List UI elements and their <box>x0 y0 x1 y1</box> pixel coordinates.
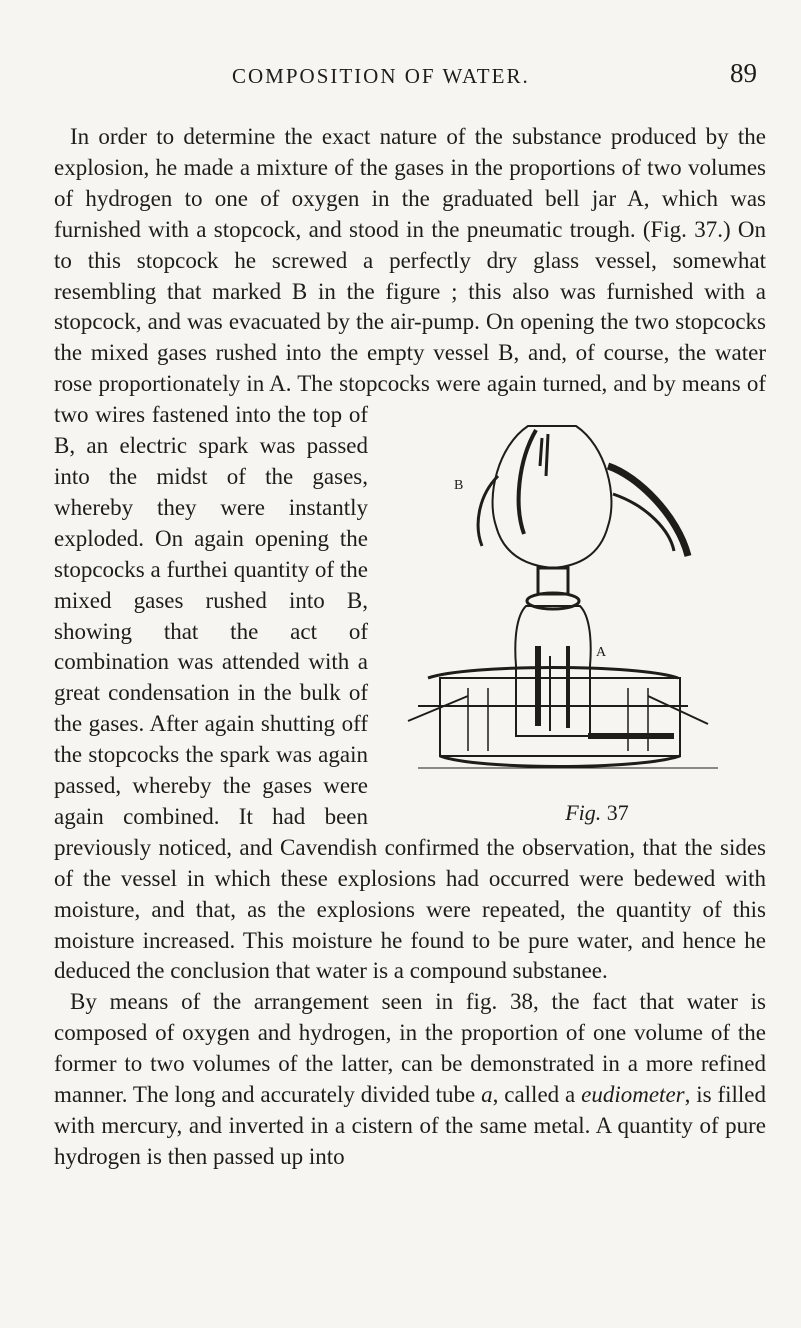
figure-caption-number: 37 <box>606 800 629 826</box>
paragraph-2-mid: , called a <box>492 1082 582 1108</box>
figure-37 <box>378 406 766 831</box>
running-title: COMPOSITION OF WATER. <box>232 64 530 88</box>
paragraph-2-text: By means of the arrangement seen in fig. 38, the fact that water is composed of oxygen and hydrogen, in the proportion of one volume of the former to two volumes of the latter, can be demonstrated in a more refined manner. The long and accurately divided tube <box>54 989 766 1108</box>
figure-caption-prefix: Fig. <box>565 800 602 826</box>
paragraph-2 <box>54 987 766 1172</box>
page-number: 89 <box>730 58 757 88</box>
running-header <box>0 58 801 98</box>
body-text <box>54 122 766 1173</box>
bell-jar-a <box>515 606 590 736</box>
paragraph-2-end: , is filled with mercury, and inverted in a cistern of the same metal. A quantity of pure hydrogen is then passed up into <box>54 1082 766 1169</box>
italic-tube-label: a <box>481 1082 493 1108</box>
eudiometer-term: eudiometer <box>581 1082 685 1108</box>
paragraph-1-part-2: two wires fastened into the top of B, an electric spark was passed into the midst of the gases, whereby they were instantly exploded. On again opening the stopcocks a furthei quantity of the mixed gases rushed into B, showing that the act of combination was attended with a great condensation in the bulk of the gases. After again shutting off the stopcocks the spark was again passed, whereby the gases were again combined. It had been previously noticed, and Cavendish confirmed the observation, that the sides of the vessel in which these explosions had occurred were bedewed with moisture, and that, as the explosions were repeated, the quantity of this moisture increased. This moisture he found to be pure water, and hence he deduced the conclusion that water is a compound substanee. <box>54 402 766 984</box>
paragraph-1-part-1: In order to determine the exact nature of the substance produced by the explosion, he made a mixture of the gases in the proportions of two volumes of hydrogen to one of oxygen in the graduated bell jar A, which was furnished with a stopcock, and stood in the pneumatic trough. (Fig. 37.) On to this stopcock he screwed a perfectly dry glass vessel, somewhat resembling that marked B in the figure ; this also was furnished with a stopcock, and was evacuated by the air-pump. On opening the two stopcocks the mixed gases rushed into the empty vessel B, and, of course, the water rose proportionately in A. The stopcocks were again turned, and by means of <box>54 124 766 397</box>
figure-caption <box>378 798 766 829</box>
label-b: B <box>454 478 464 494</box>
paragraph-1 <box>54 122 766 987</box>
vessel-b <box>493 426 612 568</box>
apparatus-illustration <box>378 406 766 831</box>
label-a: A <box>596 645 607 661</box>
